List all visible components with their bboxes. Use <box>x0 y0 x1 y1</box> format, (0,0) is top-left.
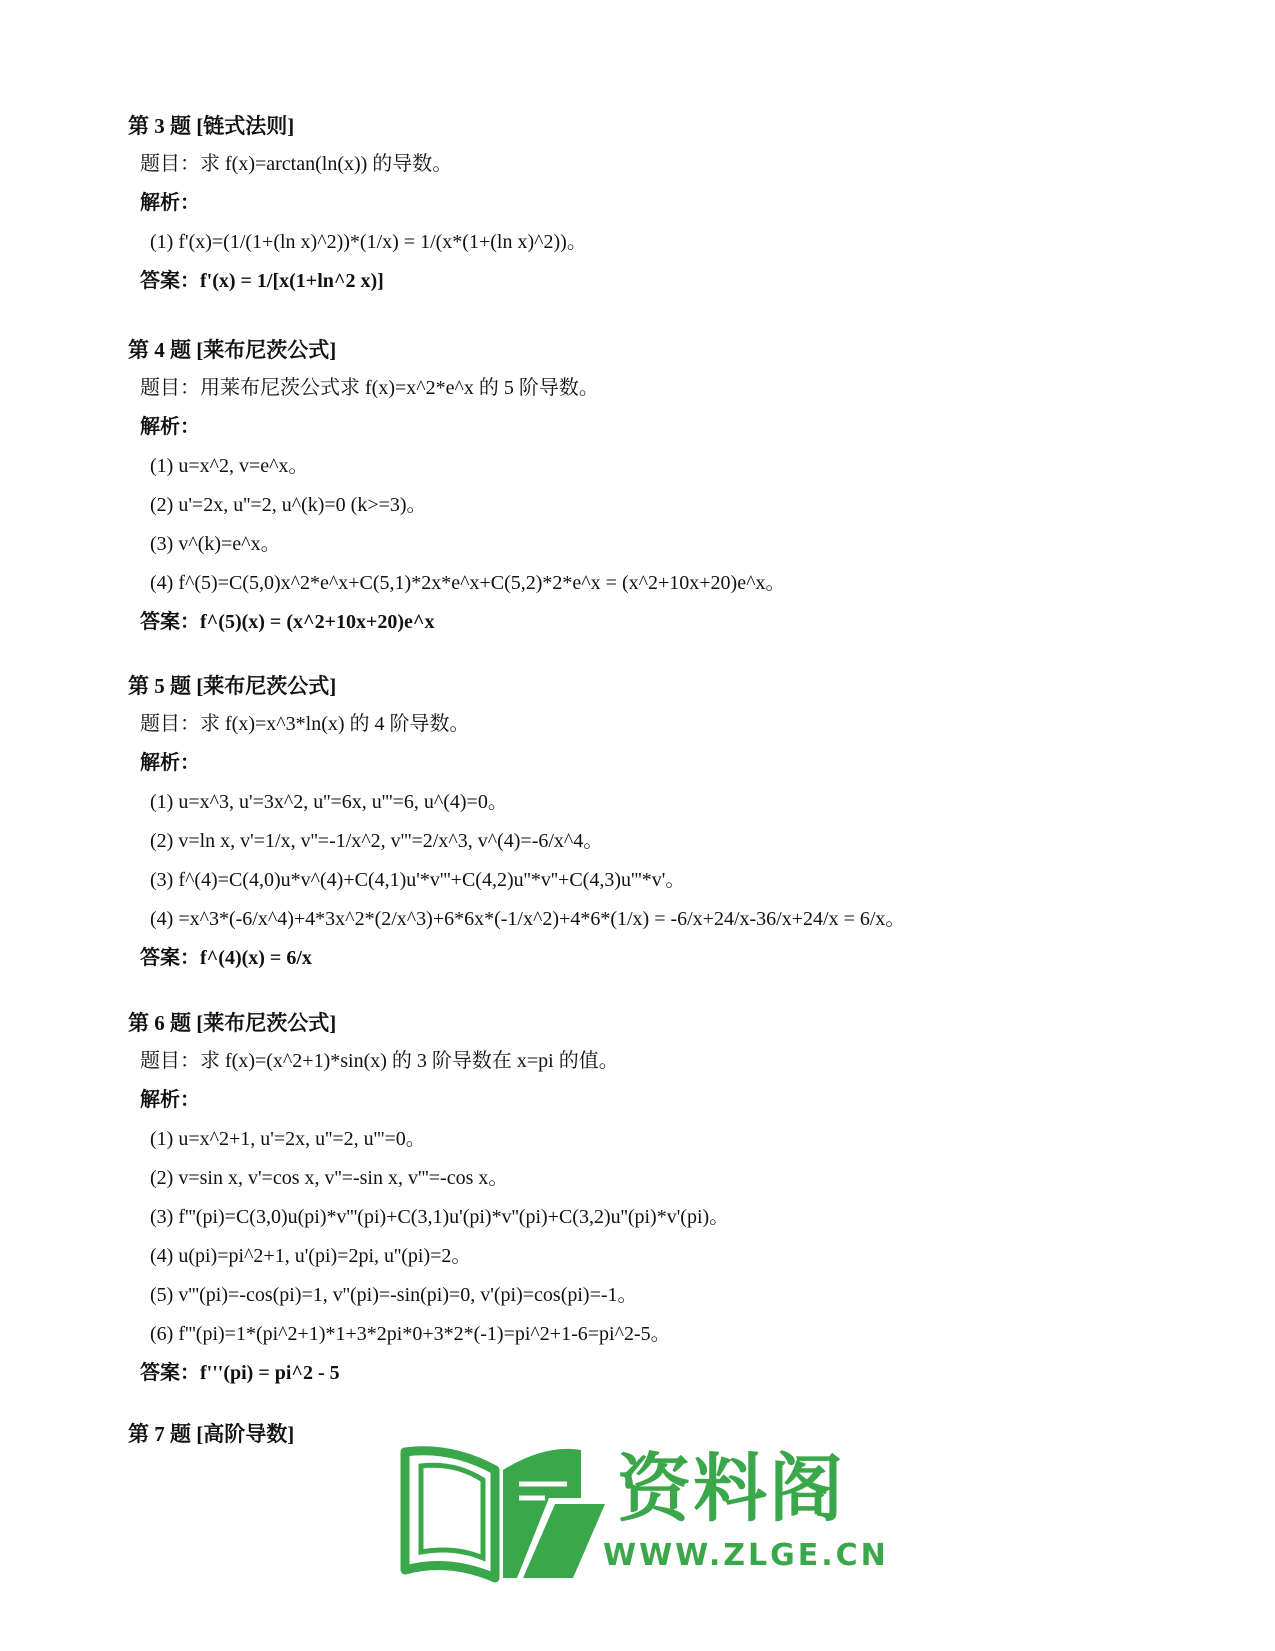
solution-step: (6) f'''(pi)=1*(pi^2+1)*1+3*2pi*0+3*2*(-1)=pi^2+1-6=pi^2-5。 <box>150 1323 671 1345</box>
analysis-label: 解析： <box>140 752 200 774</box>
problem-title: 第 7 题 [高阶导数] <box>128 1422 295 1446</box>
solution-step: (4) f^(5)=C(5,0)x^2*e^x+C(5,1)*2x*e^x+C(5,2)*2*e^x = (x^2+10x+20)e^x。 <box>150 572 786 594</box>
solution-step: (4) =x^3*(-6/x^4)+4*3x^2*(2/x^3)+6*6x*(-1/x^2)+4*6*(1/x) = -6/x+24/x-36/x+24/x = 6/x。 <box>150 908 906 930</box>
solution-step: (4) u(pi)=pi^2+1, u'(pi)=2pi, u''(pi)=2。 <box>150 1245 472 1267</box>
solution-step: (3) f'''(pi)=C(3,0)u(pi)*v'''(pi)+C(3,1)u'(pi)*v''(pi)+C(3,2)u''(pi)*v'(pi)。 <box>150 1206 730 1228</box>
solution-step: (3) v^(k)=e^x。 <box>150 533 281 555</box>
solution-step: (2) v=sin x, v'=cos x, v''=-sin x, v'''=-cos x。 <box>150 1167 509 1189</box>
problem-answer: 答案：f'''(pi) = pi^2 - 5 <box>140 1362 340 1384</box>
solution-step: (3) f^(4)=C(4,0)u*v^(4)+C(4,1)u'*v'''+C(4,2)u''*v''+C(4,3)u'''*v'。 <box>150 869 686 891</box>
problem-answer: 答案：f^(4)(x) = 6/x <box>140 947 312 969</box>
analysis-label: 解析： <box>140 416 200 438</box>
problem-answer: 答案：f'(x) = 1/[x(1+ln^2 x)] <box>140 270 384 292</box>
problem-question: 题目：求 f(x)=arctan(ln(x)) 的导数。 <box>140 153 453 175</box>
watermark-url[interactable]: WWW.ZLGE.CN <box>603 1538 889 1573</box>
analysis-label: 解析： <box>140 1089 200 1111</box>
problem-5 <box>128 672 1228 983</box>
problem-4 <box>128 336 1228 647</box>
problem-3 <box>128 112 1228 306</box>
solution-step: (2) u'=2x, u''=2, u^(k)=0 (k>=3)。 <box>150 494 427 516</box>
problem-question: 题目：求 f(x)=(x^2+1)*sin(x) 的 3 阶导数在 x=pi 的值。 <box>140 1050 619 1072</box>
solution-step: (5) v'''(pi)=-cos(pi)=1, v''(pi)=-sin(pi)=0, v'(pi)=cos(pi)=-1。 <box>150 1284 638 1306</box>
solution-step: (1) u=x^2, v=e^x。 <box>150 455 309 477</box>
problem-answer: 答案：f^(5)(x) = (x^2+10x+20)e^x <box>140 611 435 633</box>
problem-question: 题目：用莱布尼茨公式求 f(x)=x^2*e^x 的 5 阶导数。 <box>140 377 599 399</box>
solution-step: (1) u=x^3, u'=3x^2, u''=6x, u'''=6, u^(4)=0。 <box>150 791 508 813</box>
open-book-icon <box>399 1440 609 1590</box>
solution-step: (1) f'(x)=(1/(1+(ln x)^2))*(1/x) = 1/(x*(1+(ln x)^2))。 <box>150 231 587 253</box>
problem-title: 第 3 题 [链式法则] <box>128 114 295 138</box>
solution-step: (2) v=ln x, v'=1/x, v''=-1/x^2, v'''=2/x^3, v^(4)=-6/x^4。 <box>150 830 604 852</box>
problem-title: 第 5 题 [莱布尼茨公式] <box>128 674 337 698</box>
solution-step: (1) u=x^2+1, u'=2x, u''=2, u'''=0。 <box>150 1128 426 1150</box>
analysis-label: 解析： <box>140 192 200 214</box>
problem-title: 第 6 题 [莱布尼茨公式] <box>128 1011 337 1035</box>
watermark-title: 资料阁 <box>617 1446 845 1532</box>
problem-title: 第 4 题 [莱布尼茨公式] <box>128 338 337 362</box>
problem-6 <box>128 1009 1228 1398</box>
problem-question: 题目：求 f(x)=x^3*ln(x) 的 4 阶导数。 <box>140 713 470 735</box>
watermark-logo <box>399 1440 889 1590</box>
